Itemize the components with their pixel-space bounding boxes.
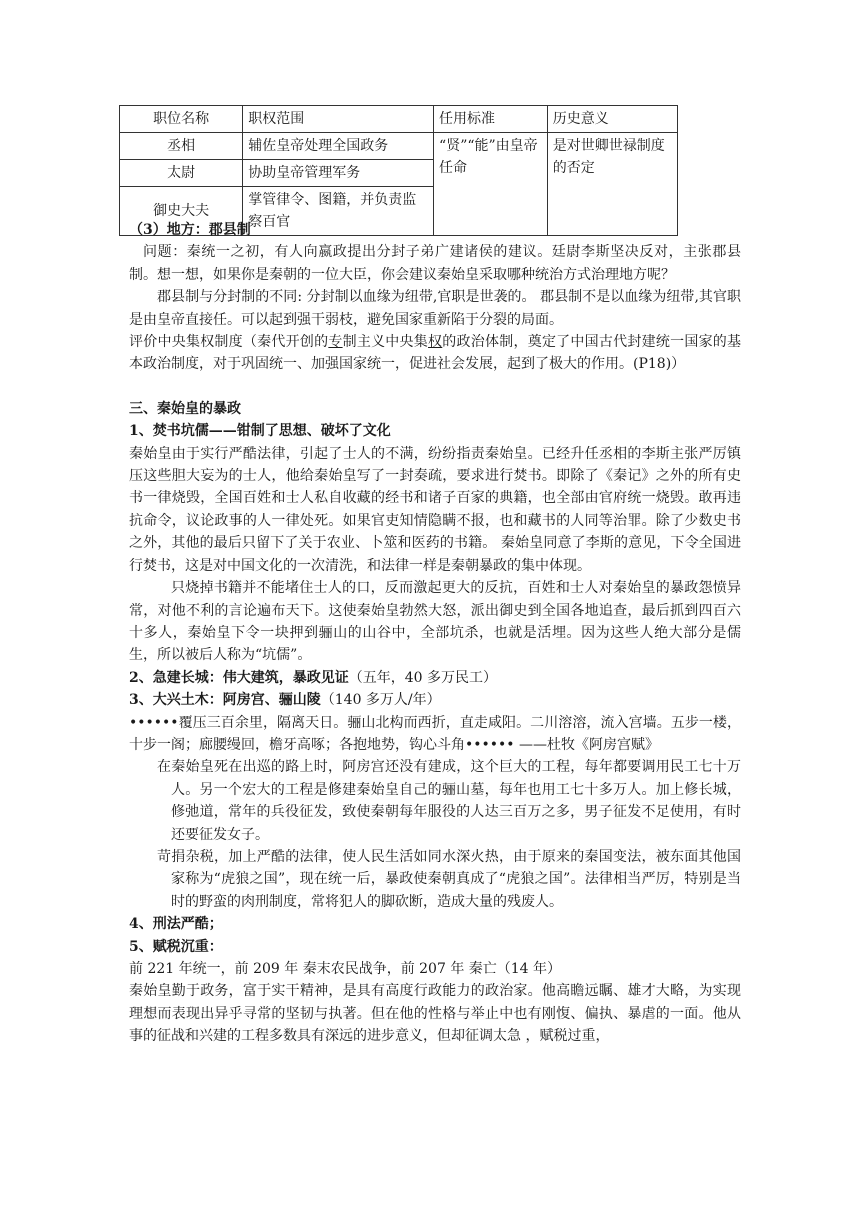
header-significance: 历史意义 bbox=[547, 106, 677, 133]
cell-position: 太尉 bbox=[120, 160, 243, 187]
great-wall-note: （五年，40 多万民工） bbox=[348, 669, 498, 686]
cell-scope: 掌管律令、图籍，并负责监察百官 bbox=[243, 187, 434, 236]
question-paragraph: 问题：秦统一之初，有人向嬴政提出分封子弟广建诸侯的建议。廷尉李斯坚决反对，主张郡县制。想一想，如果你是秦朝的一位大臣，你会建议秦始皇采取哪种统治方式治理地方呢？ bbox=[129, 244, 741, 283]
table-row bbox=[120, 133, 678, 160]
burying-scholars-paragraph: 只烧掉书籍并不能堵住士人的口，反而激起更大的反抗，百姓和士人对秦始皇的暴政怨愤异常，对他不利的言论遍布天下。这使秦始皇勃然大怒，派出御史到全国各地追查，最后抓到四百六十多人，秦始皇下令一块押到骊山的山谷中，全部坑杀，也就是活埋。因为这些人绝大部分是儒生，所以被后人称为“坑儒”。 bbox=[129, 580, 741, 664]
evaluation-text: 制主义中央集 bbox=[342, 334, 429, 351]
table-header-row bbox=[120, 106, 678, 133]
evaluation-text: 的政治体制，奠定了中国古代封建统一国家的基本政治制度，对于巩固统一、加强国家统一，促进社会发展，起到了极大的作用。(P18)） bbox=[129, 334, 742, 373]
header-position: 职位名称 bbox=[120, 106, 243, 133]
section-heading-tyranny: 三、秦始皇的暴政 bbox=[129, 400, 241, 417]
header-standard: 任用标准 bbox=[434, 106, 548, 133]
cell-position: 御史大夫 bbox=[120, 187, 243, 236]
section-heading-local: （3）地方：郡县制 bbox=[129, 222, 251, 238]
subheading-construction bbox=[129, 689, 741, 711]
evaluation-of-qin-paragraph: 秦始皇勤于政务，富于实干精神，是具有高度行政能力的政治家。他高瞻远瞩、雄才大略，为实现理想而表现出异乎寻常的坚韧与执著。但在他的性格与举止中也有刚愎、偏执、暴虐的一面。他从事的征战和兴建的工程多数具有深远的进步意义，但却征调太急 ，赋税过重， bbox=[129, 983, 741, 1045]
cell-position: 丞相 bbox=[120, 133, 243, 160]
construction-paragraph: 在秦始皇死在出巡的路上时，阿房宫还没有建成，这个巨大的工程，每年都要调用民工七十万人。另一个宏大的工程是修建秦始皇自己的骊山墓，每年也用工七十多万人。加上修长城，修弛道，常年的兵役征发，致使秦朝每年服役的人达三百万之多，男子征发不足使用，有时还要征发女子。 bbox=[157, 759, 741, 843]
evaluation-paragraph bbox=[129, 331, 741, 376]
construction-title: 3、大兴土木：阿房宫、骊山陵 bbox=[129, 692, 321, 709]
subheading-great-wall bbox=[129, 667, 741, 689]
officials-table bbox=[119, 105, 678, 236]
timeline-line: 前 221 年统一，前 209 年 秦末农民战争，前 207 年 秦亡（14 年） bbox=[129, 961, 562, 977]
subheading-heavy-taxes: 5、赋税沉重： bbox=[129, 938, 223, 955]
evaluation-underlined: 权 bbox=[428, 334, 443, 351]
cell-significance: 是对世卿世禄制度的否定 bbox=[547, 133, 677, 236]
book-burning-paragraph: 秦始皇由于实行严酷法律，引起了士人的不满，纷纷指责秦始皇。已经升任丞相的李斯主张严厉镇压这些胆大妄为的士人，他给秦始皇写了一封奏疏，要求进行焚书。即除了《秦记》之外的所有史书一律烧毁，全国百姓和士人私自收藏的经书和诸子百家的典籍，也全部由官府统一烧毁。敢再违抗命令，议论政事的人一律处死。如果官吏知情隐瞒不报，也和藏书的人同等治罪。除了少数史书之外，其他的最后只留下了关于农业、卜筮和医药的书籍。 秦始皇同意了李斯的意见，下令全国进行焚书，这是对中国文化的一次清洗，和法律一样是秦朝暴政的集中体现。 bbox=[129, 445, 741, 574]
evaluation-text: 评价中央集权制度（秦代开创的 bbox=[129, 334, 329, 351]
compare-paragraph: 郡县制与分封制的不同: 分封制以血缘为纽带,官职是世袭的。 郡县制不是以血缘为纽带,其官职是由皇帝直接任。可以起到强干弱枝，避免国家重新陷于分裂的局面。 bbox=[129, 289, 741, 328]
header-scope: 职权范围 bbox=[243, 106, 434, 133]
poem-quote: ••••••覆压三百余里，隔离天日。骊山北构而西折，直走咸阳。二川溶溶，流入宫墙。五步一楼，十步一阁；廊腰缦回，檐牙高啄；各抱地势，钩心斗角•••••• ——杜牧《阿房宫赋》 bbox=[129, 714, 741, 753]
great-wall-title: 2、急建长城：伟大建筑，暴政见证 bbox=[129, 669, 349, 686]
taxation-paragraph: 苛捐杂税，加上严酷的法律，使人民生活如同水深火热，由于原来的秦国变法，被东面其他国家称为“虎狼之国”，现在统一后，暴政使秦朝真成了“虎狼之国”。法律相当严厉，特别是当时的野蛮的肉刑制度，常将犯人的脚砍断，造成大量的残废人。 bbox=[157, 848, 741, 910]
cell-scope: 辅佐皇帝处理全国政务 bbox=[243, 133, 434, 160]
evaluation-underlined: 专 bbox=[328, 334, 343, 351]
cell-standard: “贤”“能”由皇帝任命 bbox=[434, 133, 548, 236]
subheading-book-burning: 1、焚书坑儒——钳制了思想、破坏了文化 bbox=[129, 423, 391, 440]
construction-note: （140 多万人/年） bbox=[320, 692, 441, 709]
subheading-harsh-laws: 4、刑法严酷； bbox=[129, 916, 223, 933]
document-body bbox=[129, 219, 741, 1048]
cell-scope: 协助皇帝管理军务 bbox=[243, 160, 434, 187]
